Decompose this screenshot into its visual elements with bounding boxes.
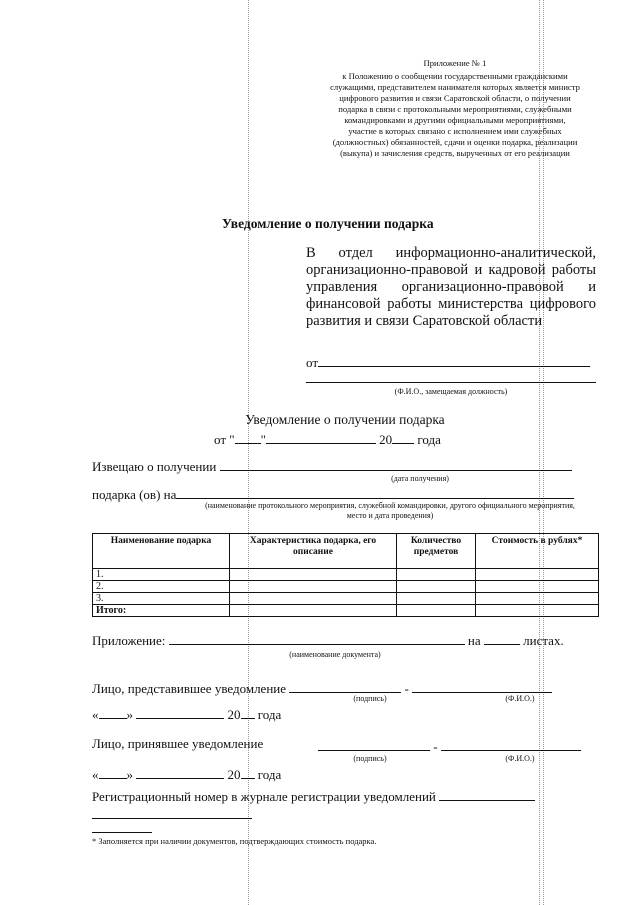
- attachment-on-label: на: [467, 633, 481, 648]
- submitted-month-field[interactable]: [136, 704, 224, 719]
- accepted-name-caption: (Ф.И.О.): [505, 754, 535, 763]
- event-caption: (наименование протокольного мероприятия, служебной командировки, другого официального мероприятия, место и дата проведения): [205, 501, 575, 520]
- total-label: Итого:: [93, 605, 230, 617]
- accepted-sign-caption: (подпись): [353, 754, 387, 763]
- table-cell[interactable]: [476, 569, 599, 581]
- sheets-count-field[interactable]: [484, 630, 520, 645]
- accepted-year-prefix: 20: [227, 767, 241, 782]
- accepted-month-field[interactable]: [136, 764, 224, 779]
- submitted-year-suffix: года: [257, 707, 282, 722]
- from-caption: (Ф.И.О., замещаемая должность): [394, 387, 508, 396]
- attachment-doc-field[interactable]: [169, 630, 465, 645]
- gift-label: подарка (ов) на: [92, 487, 177, 502]
- submitted-name-caption: (Ф.И.О.): [505, 694, 535, 703]
- receipt-date-caption: (дата получения): [391, 474, 449, 483]
- submitted-year-field[interactable]: [241, 704, 255, 719]
- row-label: 2.: [93, 581, 230, 593]
- accepted-day-field[interactable]: [99, 764, 127, 779]
- quote-close: »: [126, 707, 133, 722]
- from-field-line-2[interactable]: [306, 382, 596, 383]
- accepted-year-suffix: года: [257, 767, 282, 782]
- footnote-separator: [92, 832, 152, 833]
- table-row: [93, 569, 599, 581]
- attachment-label: Приложение:: [92, 633, 166, 648]
- accepted-year-field[interactable]: [241, 764, 255, 779]
- from-label: от: [306, 355, 319, 370]
- notice-heading: Уведомление о получении подарка: [245, 412, 445, 427]
- table-cell[interactable]: [397, 593, 476, 605]
- row-label: 3.: [93, 593, 230, 605]
- gift-table: [92, 533, 599, 617]
- registration-label: Регистрационный номер в журнале регистрации уведомлений: [92, 789, 436, 804]
- date-mid: ": [260, 432, 266, 447]
- table-header-row: [93, 534, 599, 569]
- submitted-sign-caption: (подпись): [353, 694, 387, 703]
- col-header-cost: Стоимость в рублях*: [476, 534, 599, 569]
- submitted-name-field[interactable]: [412, 678, 552, 693]
- month-field[interactable]: [266, 429, 376, 444]
- submitted-label: Лицо, представившее уведомление: [92, 681, 287, 696]
- appendix-text: к Положению о сообщении государственными гражданскими служащими, представителем нанимателя которых является министр цифрового развития и связи Саратовской области, о получении подарка в связи с протокольными мероприятиями, служебными командировками и другими официальными мероприятиями, участие в которых связано с исполнением ими служебных (должностных) обязанностей, сдачи и оценки подарка, реализации (выкупа) и зачисления средств, вырученных от его реализации: [330, 71, 580, 158]
- table-row-total: [93, 605, 599, 617]
- submitted-day-field[interactable]: [99, 704, 127, 719]
- accepted-label: Лицо, принявшее уведомление: [92, 736, 264, 751]
- footnote: * Заполняется при наличии документов, подтверждающих стоимость подарка.: [92, 836, 377, 846]
- quote-open: «: [92, 707, 99, 722]
- accepted-name-field[interactable]: [441, 736, 581, 751]
- table-cell[interactable]: [397, 605, 476, 617]
- date-prefix: от ": [214, 432, 235, 447]
- quote-open: «: [92, 767, 99, 782]
- inform-label: Извещаю о получении: [92, 459, 217, 474]
- receipt-date-field[interactable]: [220, 456, 572, 471]
- appendix-number: Приложение № 1: [423, 58, 487, 68]
- addressee-text: В отдел информационно-аналитической, организационно-правовой и кадровой работы управления организационно-правовой и финансовой работы министерства цифрового развития и связи Саратовской области: [306, 245, 596, 329]
- table-row: [93, 593, 599, 605]
- submitted-year-prefix: 20: [227, 707, 241, 722]
- year-field[interactable]: [392, 429, 414, 444]
- year-prefix: 20: [379, 432, 393, 447]
- from-field[interactable]: [318, 352, 590, 367]
- table-cell[interactable]: [230, 593, 397, 605]
- attachment-sheets-label: листах.: [523, 633, 564, 648]
- table-cell[interactable]: [230, 581, 397, 593]
- page-title: Уведомление о получении подарка: [222, 216, 434, 231]
- col-header-name: Наименование подарка: [93, 534, 230, 569]
- year-suffix: года: [417, 432, 441, 447]
- table-cell[interactable]: [397, 581, 476, 593]
- registration-number-line-2[interactable]: [92, 818, 252, 819]
- day-field[interactable]: [235, 429, 261, 444]
- registration-number-field[interactable]: [439, 786, 535, 801]
- col-header-quantity: Количество предметов: [397, 534, 476, 569]
- accepted-signature-field[interactable]: [318, 736, 430, 751]
- quote-close: »: [126, 767, 133, 782]
- submitted-signature-field[interactable]: [289, 678, 401, 693]
- table-cell[interactable]: [476, 581, 599, 593]
- row-label: 1.: [93, 569, 230, 581]
- table-cell[interactable]: [230, 605, 397, 617]
- col-header-description: Характеристика подарка, его описание: [230, 534, 397, 569]
- table-cell[interactable]: [476, 593, 599, 605]
- table-row: [93, 581, 599, 593]
- table-cell[interactable]: [476, 605, 599, 617]
- attachment-caption: (наименование документа): [289, 650, 381, 659]
- table-cell[interactable]: [230, 569, 397, 581]
- table-cell[interactable]: [397, 569, 476, 581]
- event-field[interactable]: [176, 484, 574, 499]
